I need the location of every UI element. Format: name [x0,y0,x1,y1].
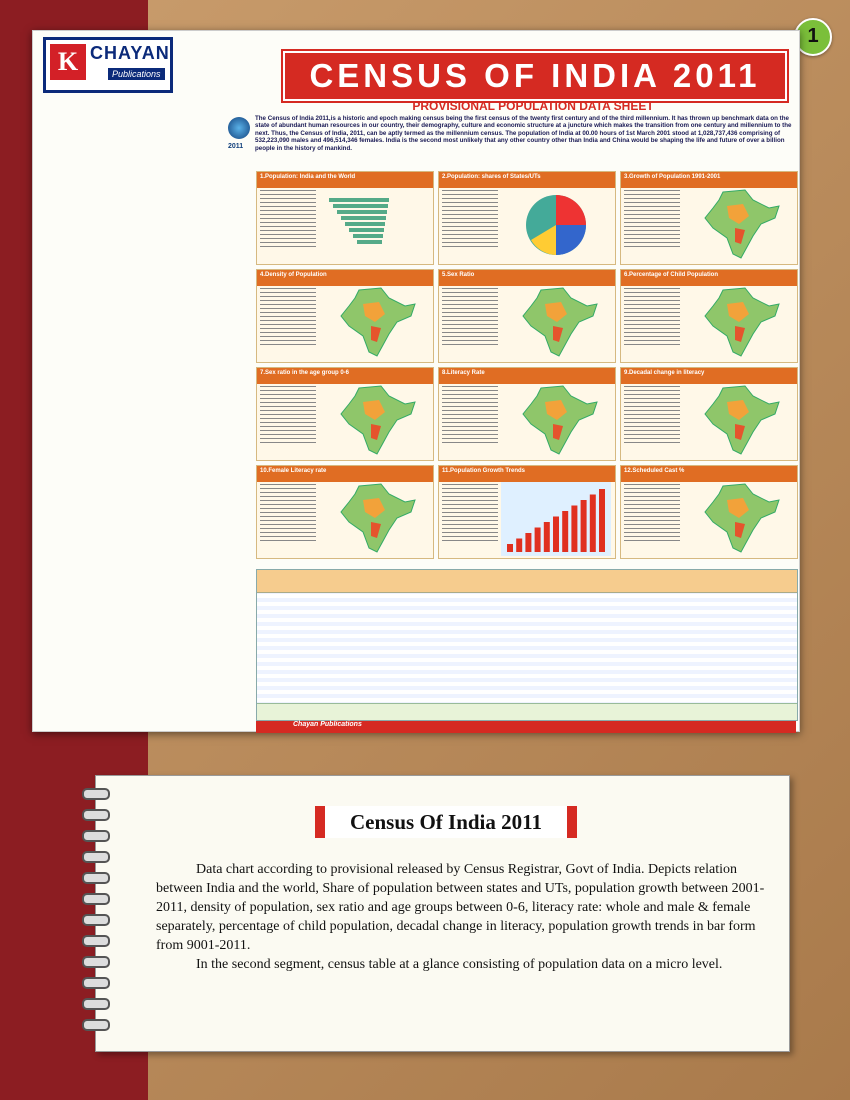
panel-heading: 10.Female Literacy rate [257,466,433,482]
emblem-year: 2011 [228,143,244,150]
census-emblem-icon [228,117,250,139]
panel-heading: 2.Population: shares of States/UTs [439,172,615,188]
india-map [319,482,429,556]
card-title: Census Of India 2011 [350,810,542,834]
poster-panel [256,367,434,461]
india-map [319,286,429,360]
panel-body-text [624,288,680,348]
panel-heading: 5.Sex Ratio [439,270,615,286]
spiral-ring [82,998,110,1010]
spiral-ring [82,809,110,821]
spiral-binding [82,788,108,1038]
census-poster [32,30,800,732]
poster-intro: The Census of India 2011,is a historic and epoch making census being the first census of the twenty first century and of the third millennium. It has thrown up benchmark data on the state of abundant human resources in our country, their demography, culture and economic structure at a juncture which makes the transition from one century and millennium to the next. Thus, the Census of India, 2011, can be aptly termed as the millennium census. The population of India at 00.00 hours of 1st March 2001 stood at 1,028,737,436 comprising of 532,223,090 males and 496,514,346 females. India is the second most unlikely that any other country other than India and China would be shaping the life and future of over a billion people in the history of mankind. [255,115,792,152]
description-paragraph-2: In the second segment, census table at a glance consisting of population data on a micro level. [196,957,723,972]
page-number-badge: 1 [794,18,832,56]
footer-publisher: Chayan Publications [293,721,362,728]
spiral-ring [82,788,110,800]
world-population-chart [319,188,429,262]
logo-name: CHAYAN [90,43,170,63]
spiral-ring [82,1019,110,1031]
panel-grid [256,171,796,563]
logo-subtitle: Publications [108,68,165,80]
poster-subtitle: PROVISIONAL POPULATION DATA SHEET [412,99,654,113]
panel-body-text [442,288,498,348]
description-card [95,775,790,1052]
publisher-logo [43,37,173,93]
panel-heading: 6.Percentage of Child Population [621,270,797,286]
spiral-ring [82,872,110,884]
panel-body-text [442,386,498,446]
poster-panel [620,367,798,461]
panel-body-text [260,386,316,446]
poster-panel [438,465,616,559]
panel-heading: 4.Density of Population [257,270,433,286]
panel-body-text [624,386,680,446]
spiral-ring [82,935,110,947]
panel-body-text [442,484,498,544]
panel-body-text [260,288,316,348]
card-description [156,860,776,974]
logo-mark: K [50,44,86,80]
india-map [501,384,611,458]
panel-heading: 11.Population Growth Trends [439,466,615,482]
card-title-box [321,806,571,838]
spiral-ring [82,956,110,968]
india-map [683,286,793,360]
description-paragraph-1: Data chart according to provisional released by Census Registrar, Govt of India. Depicts relation between India and the world, Share of population between states and UTs, population growth between 2001-2011, density of population, sex ratio and age groups between 0-6, literacy rate: whole and male & female separately, percentage of child population, decadal change in literacy, population growth trends in bar form from 9001-2011. [156,862,765,953]
poster-panel [620,171,798,265]
poster-panel [256,465,434,559]
panel-body-text [442,190,498,250]
census-table [256,569,798,721]
table-notes [257,703,797,720]
panel-heading: 8.Literacy Rate [439,368,615,384]
poster-panel [256,269,434,363]
panel-body-text [624,190,680,250]
panel-body-text [260,190,316,250]
spiral-ring [82,914,110,926]
spiral-ring [82,851,110,863]
panel-heading: 7.Sex ratio in the age group 0-6 [257,368,433,384]
spiral-ring [82,977,110,989]
spiral-ring [82,830,110,842]
poster-title: CENSUS OF INDIA 2011 [309,57,761,94]
poster-panel [620,269,798,363]
poster-panel [620,465,798,559]
india-map [683,482,793,556]
poster-title-banner [283,51,787,101]
spiral-ring [82,893,110,905]
panel-heading: 3.Growth of Population 1991-2001 [621,172,797,188]
growth-bar-chart [501,482,611,556]
poster-panel [438,171,616,265]
poster-panel [438,269,616,363]
table-header [257,570,797,593]
india-map [683,384,793,458]
panel-heading: 12.Scheduled Cast % [621,466,797,482]
panel-body-text [624,484,680,544]
india-map [683,188,793,262]
state-share-pie [501,188,611,262]
panel-body-text [260,484,316,544]
poster-panel [256,171,434,265]
india-map [319,384,429,458]
panel-heading: 9.Decadal change in literacy [621,368,797,384]
poster-panel [438,367,616,461]
india-map [501,286,611,360]
panel-heading: 1.Population: India and the World [257,172,433,188]
